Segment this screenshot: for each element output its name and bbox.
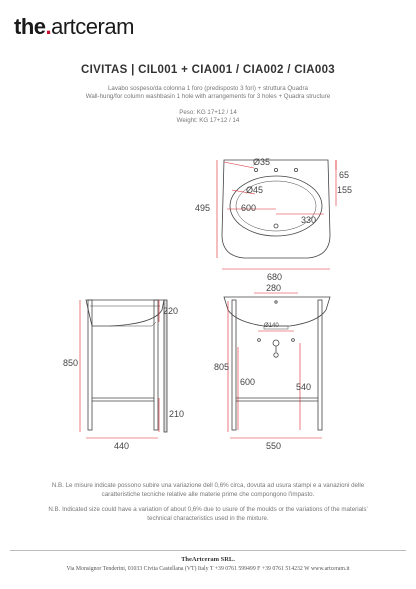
weight-it: Peso: KG 17+12 / 14 xyxy=(179,109,237,116)
side-view xyxy=(86,300,167,432)
dim-height-805: 805 xyxy=(214,362,230,372)
front-view xyxy=(224,297,330,430)
dim-hole-35: Ø35 xyxy=(253,157,271,167)
dim-height-65: 65 xyxy=(339,170,350,180)
dim-width-550: 550 xyxy=(266,441,282,451)
brand-logo: the.artceram xyxy=(14,14,134,39)
dim-height-600: 600 xyxy=(240,377,256,387)
dim-width-330: 330 xyxy=(301,215,317,225)
footer-divider xyxy=(10,550,406,551)
description-it: Lavabo sospeso/da colonna 1 foro (predisposto 3 fori) + struttura Quadra xyxy=(107,85,308,92)
page-title: CIVITAS | CIL001 + CIA001 / CIA002 / CIA003 xyxy=(81,64,335,76)
note-en: N.B. Indicated size could have a variation of about 0,6% due to usure of the moulds or the variations of the materials' technical characteristics used in the mixture. xyxy=(48,506,368,522)
footer-address: Via Monsignor Tenderini, 01033 Civita Castellana (VT) Italy T +39 0761 599499 F +39 0761 514232 W www.artceram.it xyxy=(66,566,350,572)
dim-diameter-140: Ø140 xyxy=(264,323,279,329)
dim-height-850: 850 xyxy=(63,358,79,368)
dim-height-495: 495 xyxy=(195,203,211,213)
dim-hole-45: Ø45 xyxy=(246,185,264,195)
dim-width-680: 680 xyxy=(267,272,283,282)
dim-height-540: 540 xyxy=(296,382,312,392)
dim-width-280: 280 xyxy=(266,283,282,293)
dim-width-440: 440 xyxy=(114,441,130,451)
dim-width-600: 600 xyxy=(241,203,257,213)
weight-en: Weight: KG 17+12 / 14 xyxy=(176,117,240,124)
note-it: N.B. Le misure indicate possono subire una variazione dell 0,6% circa, dovuta ad usura stampi e a vanazioni delle caratteristiche tecniche relative alle materie prime che compongono l'impasto. xyxy=(51,482,365,498)
footer-company: TheArtceram SRL. xyxy=(181,556,235,563)
dim-height-155: 155 xyxy=(337,185,353,195)
description-en: Wall-hung/for column washbasin 1 hole with arrangements for 3 holes + Quadra structure xyxy=(85,93,331,100)
front-view-dimensions xyxy=(228,293,322,438)
dim-height-220: 220 xyxy=(163,306,179,316)
dim-height-210: 210 xyxy=(169,409,185,419)
